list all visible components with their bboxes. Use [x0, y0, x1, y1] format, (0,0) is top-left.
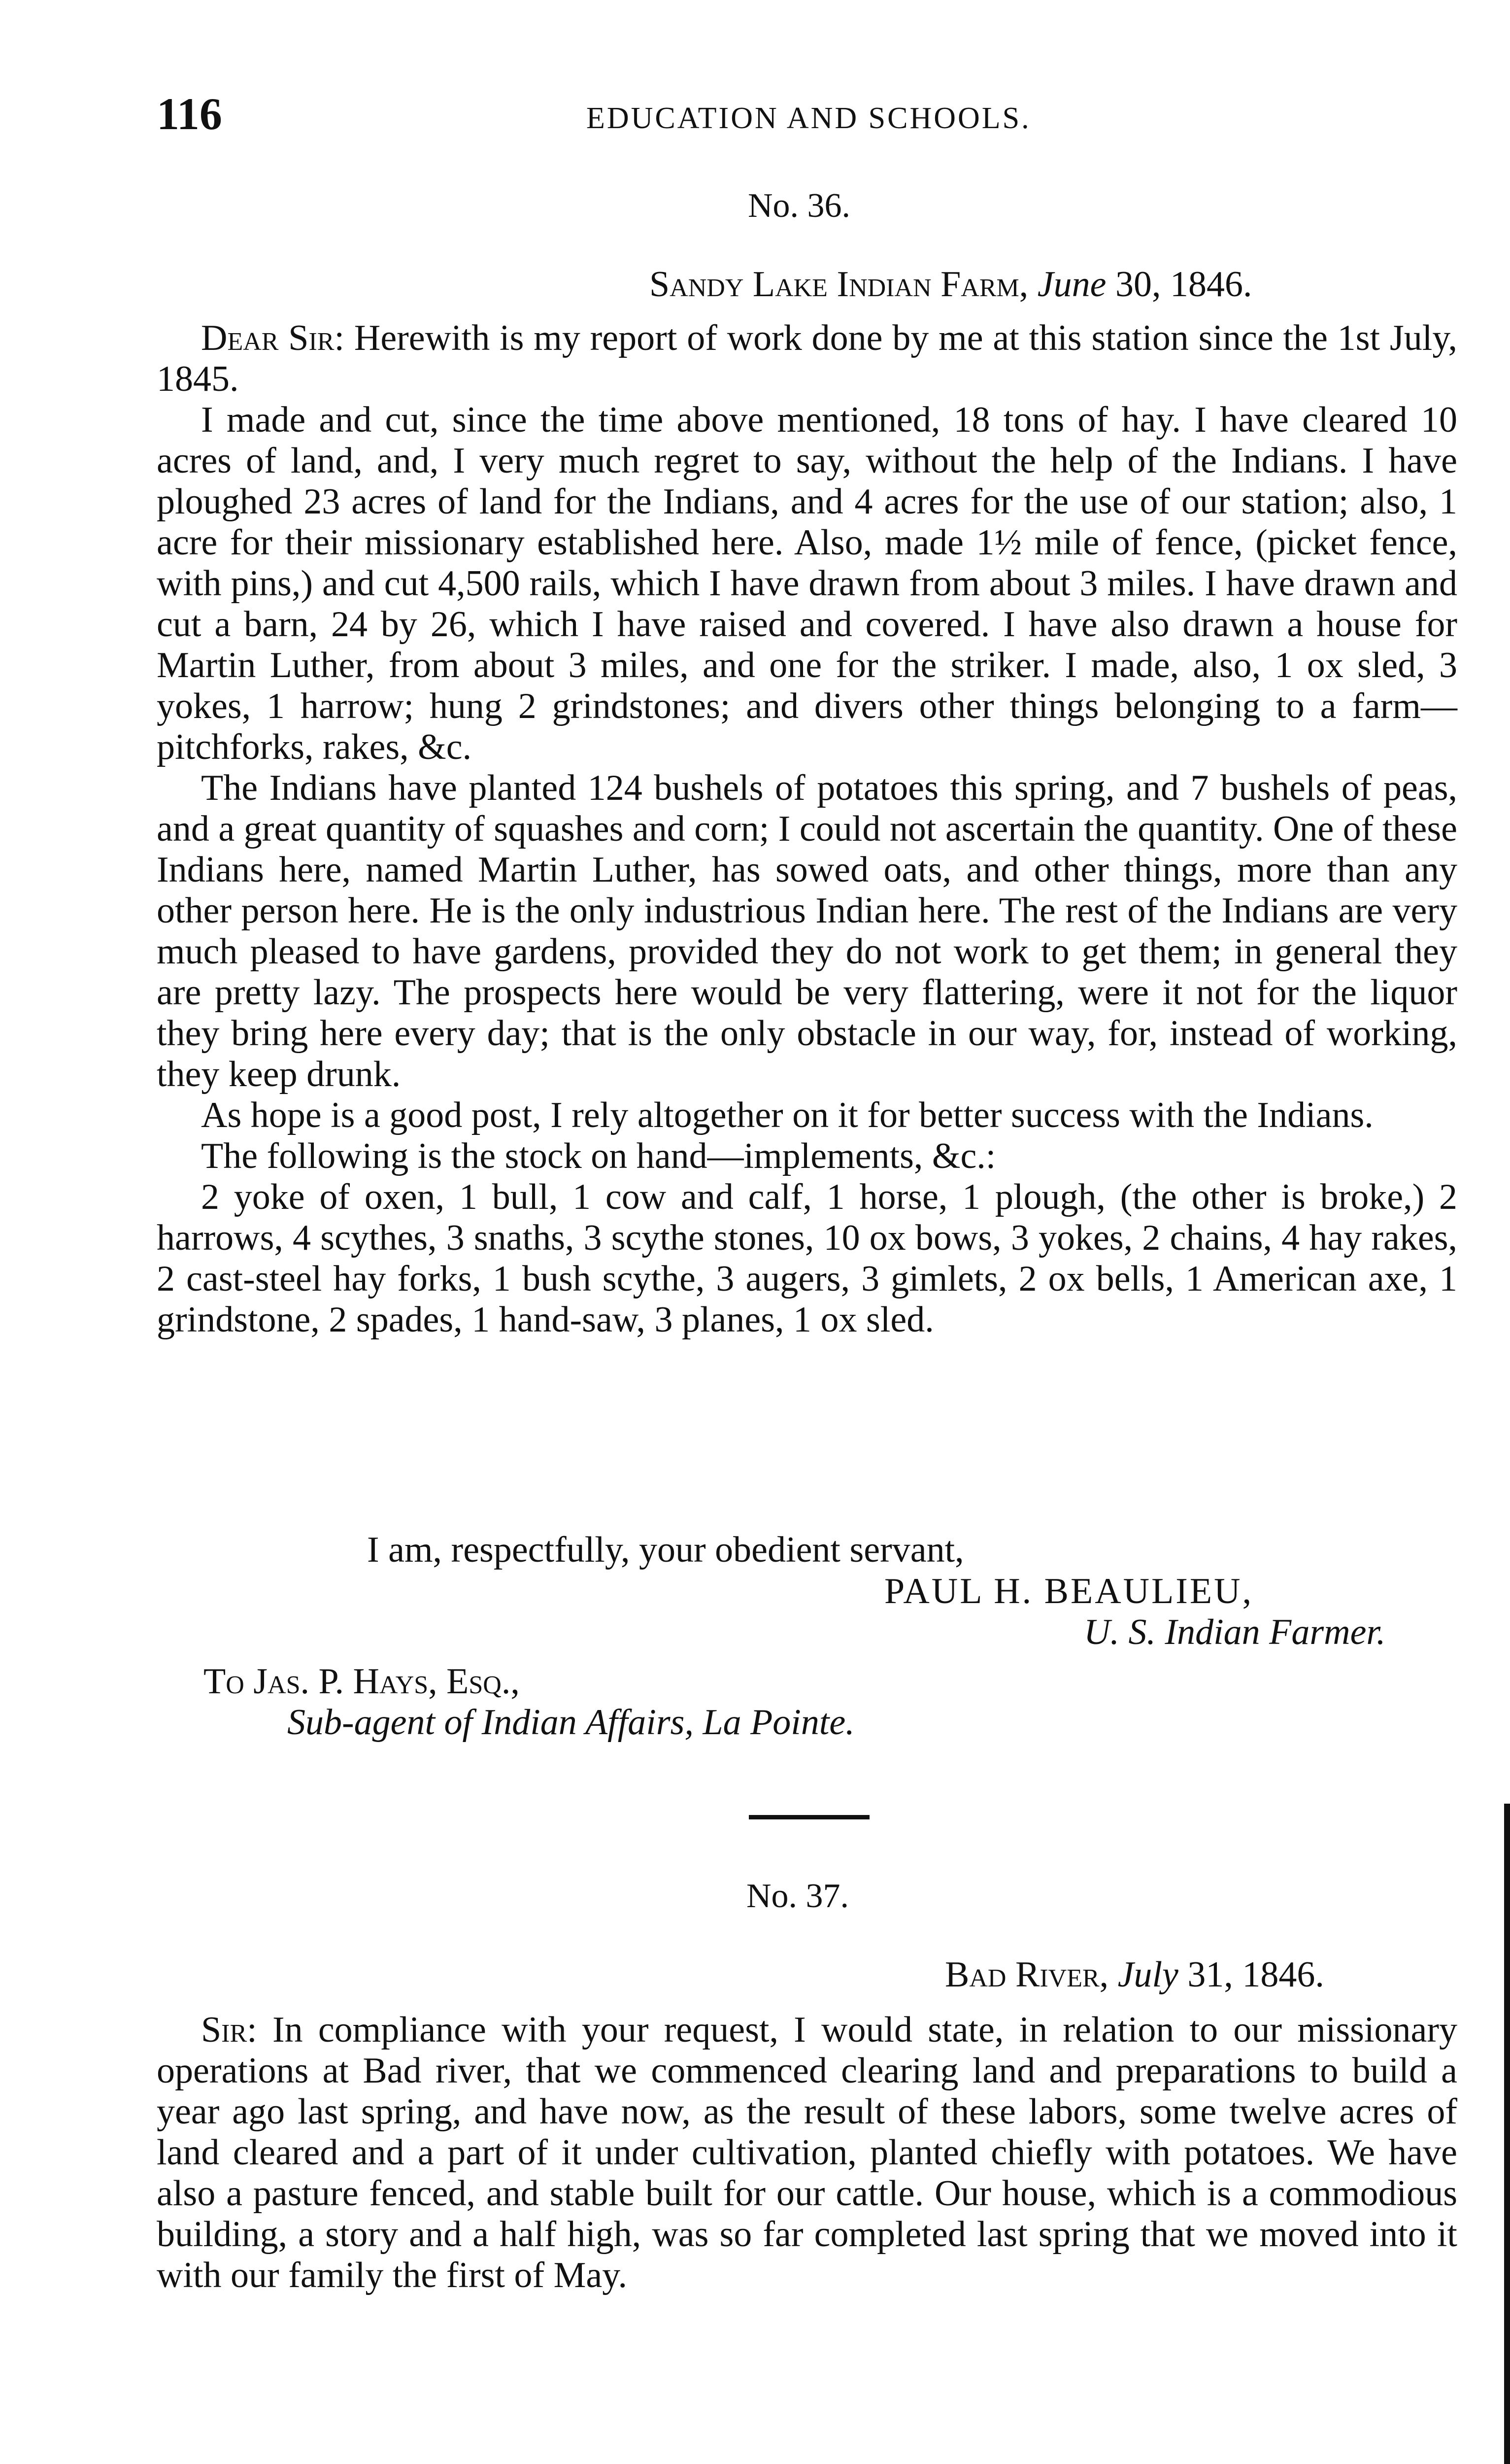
letter-36-paragraph: The following is the stock on hand—implements, &c.: — [201, 1136, 996, 1176]
letter-36-paragraph: 2 yoke of oxen, 1 bull, 1 cow and calf, 1 horse, 1 plough, (the other is broke,) 2 harrows, 4 scythes, 3 snaths, 3 scythe stones, 10 ox bows, 3 yokes, 2 chains, 4 hay rakes, 2 cast-steel hay forks, 1 bush scythe, 3 augers, 3 gimlets, 2 ox bells, 1 American axe, 1 grindstone, 2 spades, 1 hand-saw, 3 planes, 1 ox sled. — [157, 1177, 1457, 1340]
letter-37-day-year: 31, 1846. — [1187, 1954, 1324, 1995]
letter-36-paragraph: The Indians have planted 124 bushels of potatoes this spring, and 7 bushels of peas, and a great quantity of squashes and corn; I could not ascertain the quantity. One of these Indians here, named Martin Luther, has sowed oats, and other things, more than any other person here. He is the only industrious Indian here. The rest of the Indians are very much pleased to have gardens, provided they do not work to get them; in general they are pretty lazy. The prospects here would be very flattering, were it not for the liquor they bring here every day; that is the only obstacle in our way, for, instead of working, they keep drunk. — [157, 768, 1457, 1095]
letter-37-month: July — [1117, 1954, 1178, 1995]
letter-36-recipient-name: To Jas. P. Hays, Esq., — [203, 1661, 520, 1702]
letter-36-number: No. 36. — [748, 187, 851, 225]
page-number: 116 — [157, 89, 222, 139]
letter-36-closing: I am, respectfully, your obedient servant, — [367, 1530, 964, 1570]
paragraph-text: In compliance with your request, I would state, in relation to our missionary operations at Bad river, that we commenced clearing land and preparations to build a year ago last spring, and have now, as the result of these labors, some twelve acres of land cleared and a part of it under cultivation, planted chiefly with potatoes. We have also a pasture fenced, and stable built for our cattle. Our house, which is a commodious building, a story and a half high, was so far completed last spring that we moved into it with our family the first of May. — [157, 2010, 1458, 2295]
letter-36-body — [157, 318, 1457, 1340]
letter-37-paragraph — [157, 2010, 1457, 2296]
letter-36-signature: PAUL H. BEAULIEU, — [884, 1571, 1254, 1611]
letter-37-body — [157, 2010, 1457, 2296]
page-edge-shadow — [1504, 1804, 1510, 2464]
letter-36-paragraph — [157, 318, 1457, 400]
letter-36-signature-title: U. S. Indian Farmer. — [1084, 1612, 1386, 1652]
paragraph-text: Herewith is my report of work done by me at this station since the 1st July, 1845. — [157, 318, 1458, 399]
letter-36-day-year: 30, 1846. — [1115, 264, 1252, 305]
letter-36-dateline — [649, 264, 1252, 306]
letter-36-salutation: Dear Sir: — [201, 318, 345, 358]
letter-37-dateline — [945, 1954, 1324, 1996]
letter-36-recipient-office: Sub-agent of Indian Affairs, La Pointe. — [287, 1702, 855, 1743]
running-title: EDUCATION AND SCHOOLS. — [586, 102, 1031, 135]
letter-36-place: Sandy Lake Indian Farm, — [649, 264, 1029, 305]
letter-37-number: No. 37. — [746, 1877, 849, 1915]
letter-37-place: Bad River, — [945, 1954, 1109, 1995]
letter-36-paragraph: As hope is a good post, I rely altogether on it for better success with the Indians. — [201, 1095, 1374, 1135]
section-divider — [749, 1815, 870, 1819]
letter-37-salutation: Sir: — [201, 2010, 257, 2050]
letter-36-paragraph: I made and cut, since the time above mentioned, 18 tons of hay. I have cleared 10 acres of land, and, I very much regret to say, without the help of the Indians. I have ploughed 23 acres of land for the Indians, and 4 acres for the use of our station; also, 1 acre for their missionary established here. Also, made 1½ mile of fence, (picket fence, with pins,) and cut 4,500 rails, which I have drawn from about 3 miles. I have drawn and cut a barn, 24 by 26, which I have raised and covered. I have also drawn a house for Martin Luther, from about 3 miles, and one for the striker. I made, also, 1 ox sled, 3 yokes, 1 harrow; hung 2 grindstones; and divers other things belonging to a farm—pitchforks, rakes, &c. — [157, 400, 1457, 767]
letter-36-month: June — [1037, 264, 1107, 305]
